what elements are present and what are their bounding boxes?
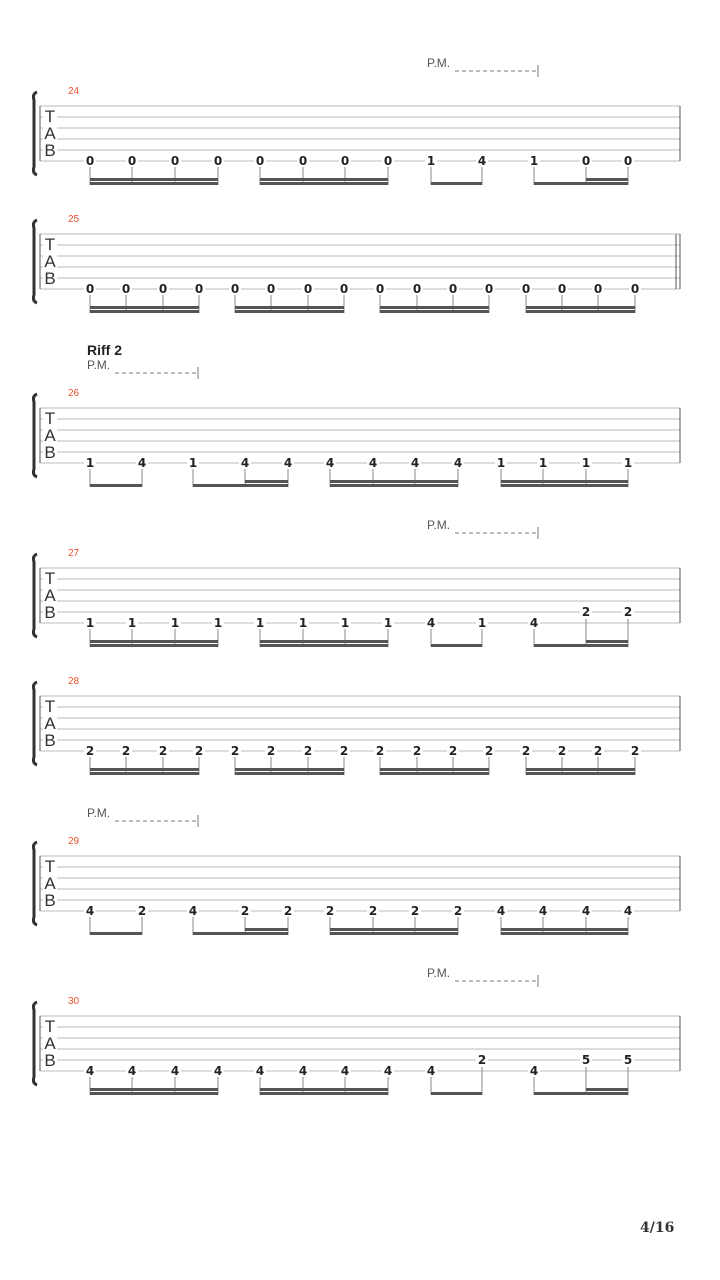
fret-number: 1 [85, 456, 95, 470]
fret-number: 2 [283, 904, 293, 918]
beam [193, 932, 288, 935]
tab-clef-letter: B [44, 603, 56, 622]
fret-number: 4 [170, 1064, 180, 1078]
fret-number: 0 [158, 282, 168, 296]
beam [90, 1092, 218, 1095]
fret-number: 4 [426, 616, 436, 630]
fret-number: 1 [298, 616, 308, 630]
fret-number: 4 [410, 456, 420, 470]
beam-secondary [260, 640, 388, 643]
beam-secondary [235, 306, 344, 309]
beam [534, 1092, 628, 1095]
tab-clef-letter: B [44, 731, 56, 750]
beam [90, 310, 199, 313]
fret-number: 2 [453, 904, 463, 918]
tab-clef-letter: A [44, 1034, 56, 1053]
fret-number: 2 [137, 904, 147, 918]
fret-number: 1 [170, 616, 180, 630]
beam-secondary [526, 306, 635, 309]
beam-secondary [90, 306, 199, 309]
tab-clef-letter: B [44, 1051, 56, 1070]
fret-number: 4 [283, 456, 293, 470]
fret-number: 4 [255, 1064, 265, 1078]
beam [193, 484, 288, 487]
beam [260, 1092, 388, 1095]
fret-number: 1 [529, 154, 539, 168]
section-label: Riff 2 [87, 342, 122, 358]
tab-system [33, 214, 680, 313]
beam [431, 182, 482, 185]
measure-number: 29 [68, 836, 80, 847]
fret-number: 0 [303, 282, 313, 296]
fret-number: 0 [593, 282, 603, 296]
beam [235, 310, 344, 313]
staff-bracket [33, 554, 37, 637]
tab-clef-letter: B [44, 141, 56, 160]
fret-number: 2 [448, 744, 458, 758]
tab-clef-letter: T [44, 107, 56, 126]
beam-secondary [586, 640, 628, 643]
tab-system [33, 806, 680, 935]
fret-number: 2 [630, 744, 640, 758]
tab-system [33, 676, 680, 775]
beam [501, 932, 628, 935]
beam [90, 644, 218, 647]
beam-secondary [586, 1088, 628, 1091]
staff-bracket [33, 220, 37, 303]
tab-clef-letter: A [44, 124, 56, 143]
beam-secondary [90, 640, 218, 643]
fret-number: 1 [127, 616, 137, 630]
palm-mute-label: P.M. [87, 806, 111, 820]
beam [526, 772, 635, 775]
fret-number: 4 [477, 154, 487, 168]
staff-bracket [33, 1002, 37, 1085]
fret-number: 2 [266, 744, 276, 758]
tab-clef-letter: A [44, 252, 56, 271]
staff-bracket [33, 842, 37, 925]
fret-number: 1 [496, 456, 506, 470]
fret-number: 4 [529, 1064, 539, 1078]
fret-number: 2 [484, 744, 494, 758]
fret-number: 0 [339, 282, 349, 296]
beam-secondary [235, 768, 344, 771]
fret-number: 4 [368, 456, 378, 470]
tab-clef-letter: T [44, 569, 56, 588]
fret-number: 2 [623, 605, 633, 619]
beam-secondary [380, 768, 489, 771]
fret-number: 2 [194, 744, 204, 758]
tab-clef-letter: A [44, 714, 56, 733]
beam-secondary [90, 768, 199, 771]
measure-number: 25 [68, 214, 80, 225]
page-number: 4/16 [640, 1220, 675, 1236]
fret-number: 4 [581, 904, 591, 918]
fret-number: 2 [368, 904, 378, 918]
fret-number: 2 [521, 744, 531, 758]
fret-number: 2 [240, 904, 250, 918]
beam-secondary [586, 178, 628, 181]
fret-number: 1 [255, 616, 265, 630]
tab-system [33, 518, 680, 647]
fret-number: 4 [240, 456, 250, 470]
fret-number: 4 [85, 1064, 95, 1078]
fret-number: 2 [593, 744, 603, 758]
staff-bracket [33, 682, 37, 765]
fret-number: 1 [213, 616, 223, 630]
beam [330, 932, 458, 935]
beam-secondary [260, 178, 388, 181]
fret-number: 1 [340, 616, 350, 630]
beam-secondary [245, 480, 288, 483]
tab-clef-letter: T [44, 235, 56, 254]
tab-clef-letter: A [44, 874, 56, 893]
tab-clef-letter: T [44, 697, 56, 716]
fret-number: 4 [188, 904, 198, 918]
beam-secondary [90, 178, 218, 181]
beam-secondary [526, 768, 635, 771]
beam-secondary [501, 480, 628, 483]
measure-number: 24 [68, 86, 80, 97]
tab-clef-letter: T [44, 409, 56, 428]
fret-number: 2 [410, 904, 420, 918]
fret-number: 2 [158, 744, 168, 758]
fret-number: 1 [477, 616, 487, 630]
fret-number: 2 [581, 605, 591, 619]
beam [431, 1092, 482, 1095]
beam [431, 644, 482, 647]
beam-secondary [380, 306, 489, 309]
fret-number: 2 [230, 744, 240, 758]
fret-number: 2 [303, 744, 313, 758]
fret-number: 1 [623, 456, 633, 470]
fret-number: 2 [121, 744, 131, 758]
beam [380, 772, 489, 775]
fret-number: 4 [623, 904, 633, 918]
tab-system [33, 56, 680, 185]
fret-number: 1 [581, 456, 591, 470]
fret-number: 0 [194, 282, 204, 296]
fret-number: 4 [127, 1064, 137, 1078]
beam [90, 484, 142, 487]
fret-number: 0 [630, 282, 640, 296]
fret-number: 0 [623, 154, 633, 168]
fret-number: 0 [298, 154, 308, 168]
beam [260, 182, 388, 185]
fret-number: 0 [266, 282, 276, 296]
fret-number: 2 [375, 744, 385, 758]
fret-number: 1 [85, 616, 95, 630]
beam-secondary [90, 1088, 218, 1091]
tab-clef-letter: B [44, 891, 56, 910]
fret-number: 1 [426, 154, 436, 168]
fret-number: 0 [412, 282, 422, 296]
palm-mute-label: P.M. [427, 56, 451, 70]
beam-secondary [330, 928, 458, 931]
tab-system [33, 342, 680, 487]
fret-number: 0 [213, 154, 223, 168]
measure-number: 26 [68, 388, 80, 399]
fret-number: 0 [255, 154, 265, 168]
fret-number: 0 [448, 282, 458, 296]
fret-number: 0 [340, 154, 350, 168]
fret-number: 4 [496, 904, 506, 918]
fret-number: 0 [230, 282, 240, 296]
fret-number: 4 [85, 904, 95, 918]
beam [260, 644, 388, 647]
measure-number: 30 [68, 996, 80, 1007]
beam [235, 772, 344, 775]
tab-clef-letter: B [44, 269, 56, 288]
fret-number: 1 [383, 616, 393, 630]
fret-number: 2 [412, 744, 422, 758]
fret-number: 4 [529, 616, 539, 630]
tab-clef-letter: B [44, 443, 56, 462]
fret-number: 0 [484, 282, 494, 296]
fret-number: 0 [383, 154, 393, 168]
fret-number: 0 [121, 282, 131, 296]
fret-number: 1 [538, 456, 548, 470]
fret-number: 4 [137, 456, 147, 470]
fret-number: 4 [298, 1064, 308, 1078]
fret-number: 0 [127, 154, 137, 168]
fret-number: 0 [557, 282, 567, 296]
fret-number: 0 [170, 154, 180, 168]
staff-bracket [33, 92, 37, 175]
beam [534, 182, 628, 185]
beam-secondary [501, 928, 628, 931]
tab-clef-letter: T [44, 1017, 56, 1036]
fret-number: 2 [325, 904, 335, 918]
fret-number: 4 [453, 456, 463, 470]
fret-number: 2 [339, 744, 349, 758]
fret-number: 2 [85, 744, 95, 758]
beam [90, 182, 218, 185]
palm-mute-label: P.M. [87, 358, 111, 372]
palm-mute-label: P.M. [427, 966, 451, 980]
fret-number: 1 [188, 456, 198, 470]
staff-bracket [33, 394, 37, 477]
fret-number: 4 [325, 456, 335, 470]
beam-secondary [245, 928, 288, 931]
fret-number: 4 [426, 1064, 436, 1078]
beam-secondary [330, 480, 458, 483]
beam [534, 644, 628, 647]
fret-number: 0 [375, 282, 385, 296]
fret-number: 0 [581, 154, 591, 168]
fret-number: 0 [85, 282, 95, 296]
fret-number: 4 [383, 1064, 393, 1078]
fret-number: 4 [340, 1064, 350, 1078]
beam [526, 310, 635, 313]
fret-number: 0 [521, 282, 531, 296]
fret-number: 5 [581, 1053, 591, 1067]
beam [330, 484, 458, 487]
fret-number: 5 [623, 1053, 633, 1067]
fret-number: 2 [477, 1053, 487, 1067]
beam-secondary [260, 1088, 388, 1091]
tab-clef-letter: T [44, 857, 56, 876]
fret-number: 2 [557, 744, 567, 758]
tab-clef-letter: A [44, 426, 56, 445]
palm-mute-label: P.M. [427, 518, 451, 532]
beam [501, 484, 628, 487]
fret-number: 0 [85, 154, 95, 168]
fret-number: 4 [538, 904, 548, 918]
beam [90, 932, 142, 935]
beam [90, 772, 199, 775]
measure-number: 28 [68, 676, 80, 687]
tab-clef-letter: A [44, 586, 56, 605]
fret-number: 4 [213, 1064, 223, 1078]
tab-system [33, 966, 680, 1095]
beam [380, 310, 489, 313]
measure-number: 27 [68, 548, 80, 559]
